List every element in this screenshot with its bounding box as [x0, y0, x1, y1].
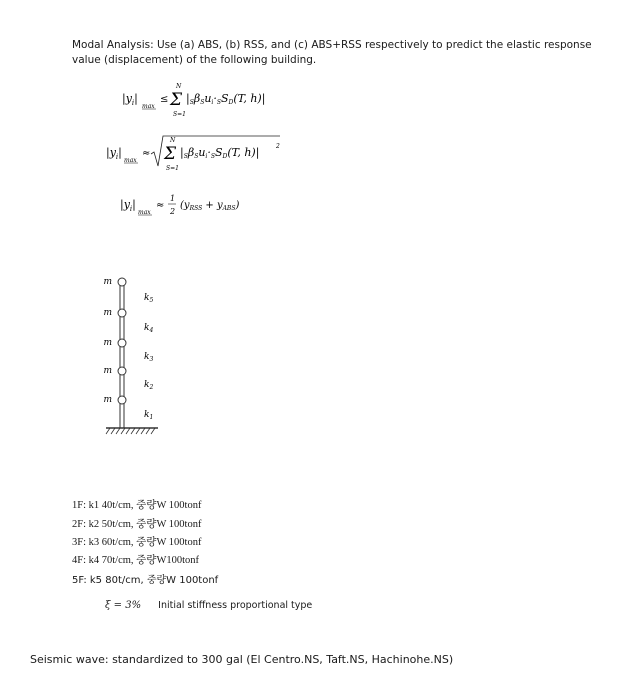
spring-label-k2: $k_2$ — [144, 380, 154, 391]
abs-equation — [120, 80, 320, 122]
spring-label-k4: $k_4$ — [144, 323, 154, 334]
lumped-mass-model — [100, 262, 200, 442]
combo-max-sub: max — [138, 209, 151, 216]
rss-max-sub: max — [124, 157, 137, 164]
rss-lhs: $|y_i|$ — [106, 146, 122, 161]
rss-body: |SβSui·SSD(T, h)| — [180, 146, 260, 160]
story-1f: 1F: k1 40t/cm, 중량W 100tonf — [72, 500, 202, 511]
sum-symbol: Σ — [164, 144, 177, 164]
spring-label-k1: $k_1$ — [144, 410, 154, 421]
combo-relation: ≈ — [156, 200, 165, 211]
combined-equation — [118, 188, 288, 224]
rss-sum-top: N — [170, 137, 176, 144]
story-4f: 4F: k4 70t/cm, 중량W100tonf — [72, 555, 200, 566]
rss-power: 2 — [276, 143, 280, 150]
mass-node — [118, 339, 126, 347]
mass-node — [118, 278, 126, 286]
spring-label-k3: $k_3$ — [144, 352, 154, 363]
rss-equation — [104, 128, 304, 174]
combo-lhs: $|y_i|$ — [120, 198, 136, 213]
problem-statement: Modal Analysis: Use (a) ABS, (b) RSS, and (c) ABS+RSS respectively to predict the elastic response value (displacement) of the following building. — [72, 39, 592, 66]
mass-label: m — [103, 338, 112, 348]
mass-node — [118, 396, 126, 404]
seismic-wave-note: Seismic wave: standardized to 300 gal (El Centro.NS, Taft.NS, Hachinohe.NS) — [30, 653, 454, 666]
mass-label: m — [103, 277, 112, 287]
mass-label: m — [103, 308, 112, 318]
ground-hatch — [106, 428, 155, 434]
abs-sum-bottom: S=1 — [173, 111, 186, 118]
spring-label-k5: $k_5$ — [144, 293, 154, 304]
abs-lhs: $|y_i|$ — [122, 92, 138, 107]
rss-sum-bottom: S=1 — [166, 165, 179, 172]
abs-body: |SβSui·SSD(T, h)| — [186, 92, 266, 106]
sum-symbol: Σ — [170, 90, 183, 110]
fraction-numerator: 1 — [170, 194, 176, 203]
mass-node — [118, 367, 126, 375]
abs-relation: ≤ — [160, 94, 169, 105]
combo-body: $(y_{RSS} + y_{ABS})$ — [180, 200, 240, 212]
mass-label: m — [103, 366, 112, 376]
abs-max-sub: max — [142, 103, 155, 110]
story-5f: 5F: k5 80t/cm, 중량W 100tonf — [72, 575, 219, 586]
fraction-denominator: 2 — [170, 207, 176, 216]
mass-label: m — [103, 395, 112, 405]
damping-type: Initial stiffness proportional type — [158, 600, 313, 611]
abs-sum-top: N — [176, 83, 182, 90]
rss-relation: ≈ — [142, 148, 151, 159]
mass-node — [118, 309, 126, 317]
story-3f: 3F: k3 60t/cm, 중량W 100tonf — [72, 537, 202, 548]
damping-spec — [105, 600, 312, 611]
damping-ratio: ξ = 3% — [105, 600, 142, 611]
story-2f: 2F: k2 50t/cm, 중량W 100tonf — [72, 519, 202, 530]
